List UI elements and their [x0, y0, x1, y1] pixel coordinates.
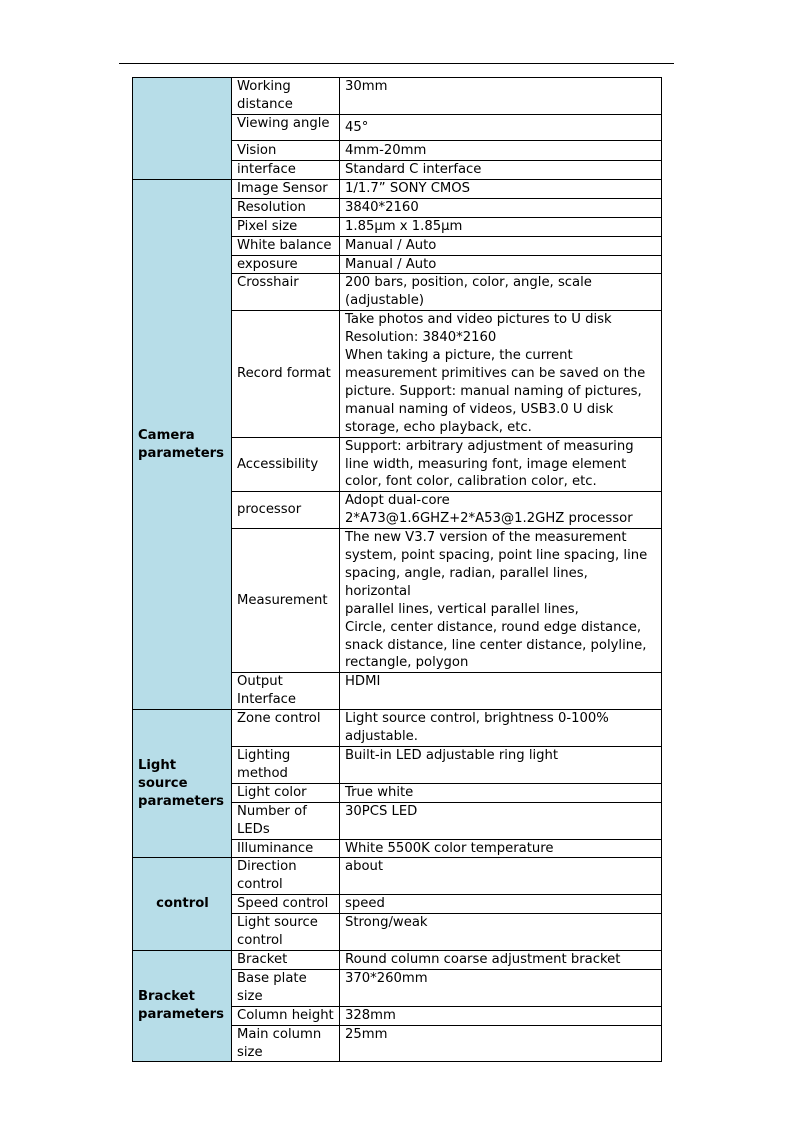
- spec-value: 25mm: [340, 1025, 662, 1062]
- spec-name: Speed control: [232, 895, 340, 914]
- spec-value: 4mm-20mm: [340, 141, 662, 161]
- spec-name: Light source control: [232, 914, 340, 951]
- spec-value: 370*260mm: [340, 969, 662, 1006]
- spec-value: 45°: [340, 115, 662, 141]
- category-cell: Bracket parameters: [133, 950, 232, 1061]
- spec-name: Light color: [232, 783, 340, 802]
- spec-value: White 5500K color temperature: [340, 839, 662, 858]
- spec-value: 328mm: [340, 1006, 662, 1025]
- category-cell: Light source parameters: [133, 710, 232, 858]
- spec-row: [133, 710, 662, 747]
- spec-value: The new V3.7 version of the measurement system, point spacing, point line spacing, line spacing, angle, radian, parallel lines, horizontal parallel lines, vertical parallel lines, Circle, center distance, round edge distance, snack distance, line center distance, polyline, rectangle, polygon: [340, 529, 662, 673]
- spec-value: 30mm: [340, 78, 662, 115]
- spec-value: 1.85μm x 1.85μm: [340, 217, 662, 236]
- spec-name: Pixel size: [232, 217, 340, 236]
- spec-value: Manual / Auto: [340, 255, 662, 274]
- spec-name: Main column size: [232, 1025, 340, 1062]
- spec-name: Bracket: [232, 950, 340, 969]
- spec-name: Column height: [232, 1006, 340, 1025]
- spec-value: Round column coarse adjustment bracket: [340, 950, 662, 969]
- spec-name: interface: [232, 161, 340, 180]
- spec-name: Output Interface: [232, 673, 340, 710]
- spec-value: 3840*2160: [340, 198, 662, 217]
- spec-table: [132, 77, 662, 1062]
- spec-name: White balance: [232, 236, 340, 255]
- header-rule: [119, 63, 674, 64]
- spec-row: [133, 950, 662, 969]
- spec-value: Take photos and video pictures to U disk Resolution: 3840*2160 When taking a picture, the current measurement primitives can be saved on the picture. Support: manual naming of pictures, manual naming of videos, USB3.0 U disk storage, echo playback, etc.: [340, 311, 662, 437]
- category-cell: control: [133, 858, 232, 951]
- spec-name: Illuminance: [232, 839, 340, 858]
- spec-name: Vision: [232, 141, 340, 161]
- spec-name: Base plate size: [232, 969, 340, 1006]
- spec-name: Zone control: [232, 710, 340, 747]
- spec-name: Image Sensor: [232, 179, 340, 198]
- spec-value: about: [340, 858, 662, 895]
- spec-name: exposure: [232, 255, 340, 274]
- spec-name: Record format: [232, 311, 340, 437]
- spec-row: [133, 78, 662, 115]
- spec-name: Resolution: [232, 198, 340, 217]
- spec-value: Light source control, brightness 0-100% adjustable.: [340, 710, 662, 747]
- spec-value: Standard C interface: [340, 161, 662, 180]
- spec-name: Number of LEDs: [232, 802, 340, 839]
- spec-name: Viewing angle: [232, 115, 340, 141]
- spec-value: HDMI: [340, 673, 662, 710]
- spec-name: Measurement: [232, 529, 340, 673]
- spec-row: [133, 858, 662, 895]
- spec-value: 30PCS LED: [340, 802, 662, 839]
- spec-value: 1/1.7” SONY CMOS: [340, 179, 662, 198]
- spec-name: processor: [232, 492, 340, 529]
- spec-name: Accessibility: [232, 437, 340, 492]
- spec-name: Direction control: [232, 858, 340, 895]
- spec-row: [133, 179, 662, 198]
- spec-value: 200 bars, position, color, angle, scale (adjustable): [340, 274, 662, 311]
- spec-value: Support: arbitrary adjustment of measuring line width, measuring font, image element color, font color, calibration color, etc.: [340, 437, 662, 492]
- spec-name: Crosshair: [232, 274, 340, 311]
- category-cell: [133, 78, 232, 180]
- category-cell: Camera parameters: [133, 179, 232, 709]
- spec-value: Manual / Auto: [340, 236, 662, 255]
- spec-value: True white: [340, 783, 662, 802]
- spec-name: Lighting method: [232, 747, 340, 784]
- spec-value: Adopt dual-core 2*A73@1.6GHZ+2*A53@1.2GHZ processor: [340, 492, 662, 529]
- spec-value: Built-in LED adjustable ring light: [340, 747, 662, 784]
- spec-name: Working distance: [232, 78, 340, 115]
- spec-value: speed: [340, 895, 662, 914]
- spec-value: Strong/weak: [340, 914, 662, 951]
